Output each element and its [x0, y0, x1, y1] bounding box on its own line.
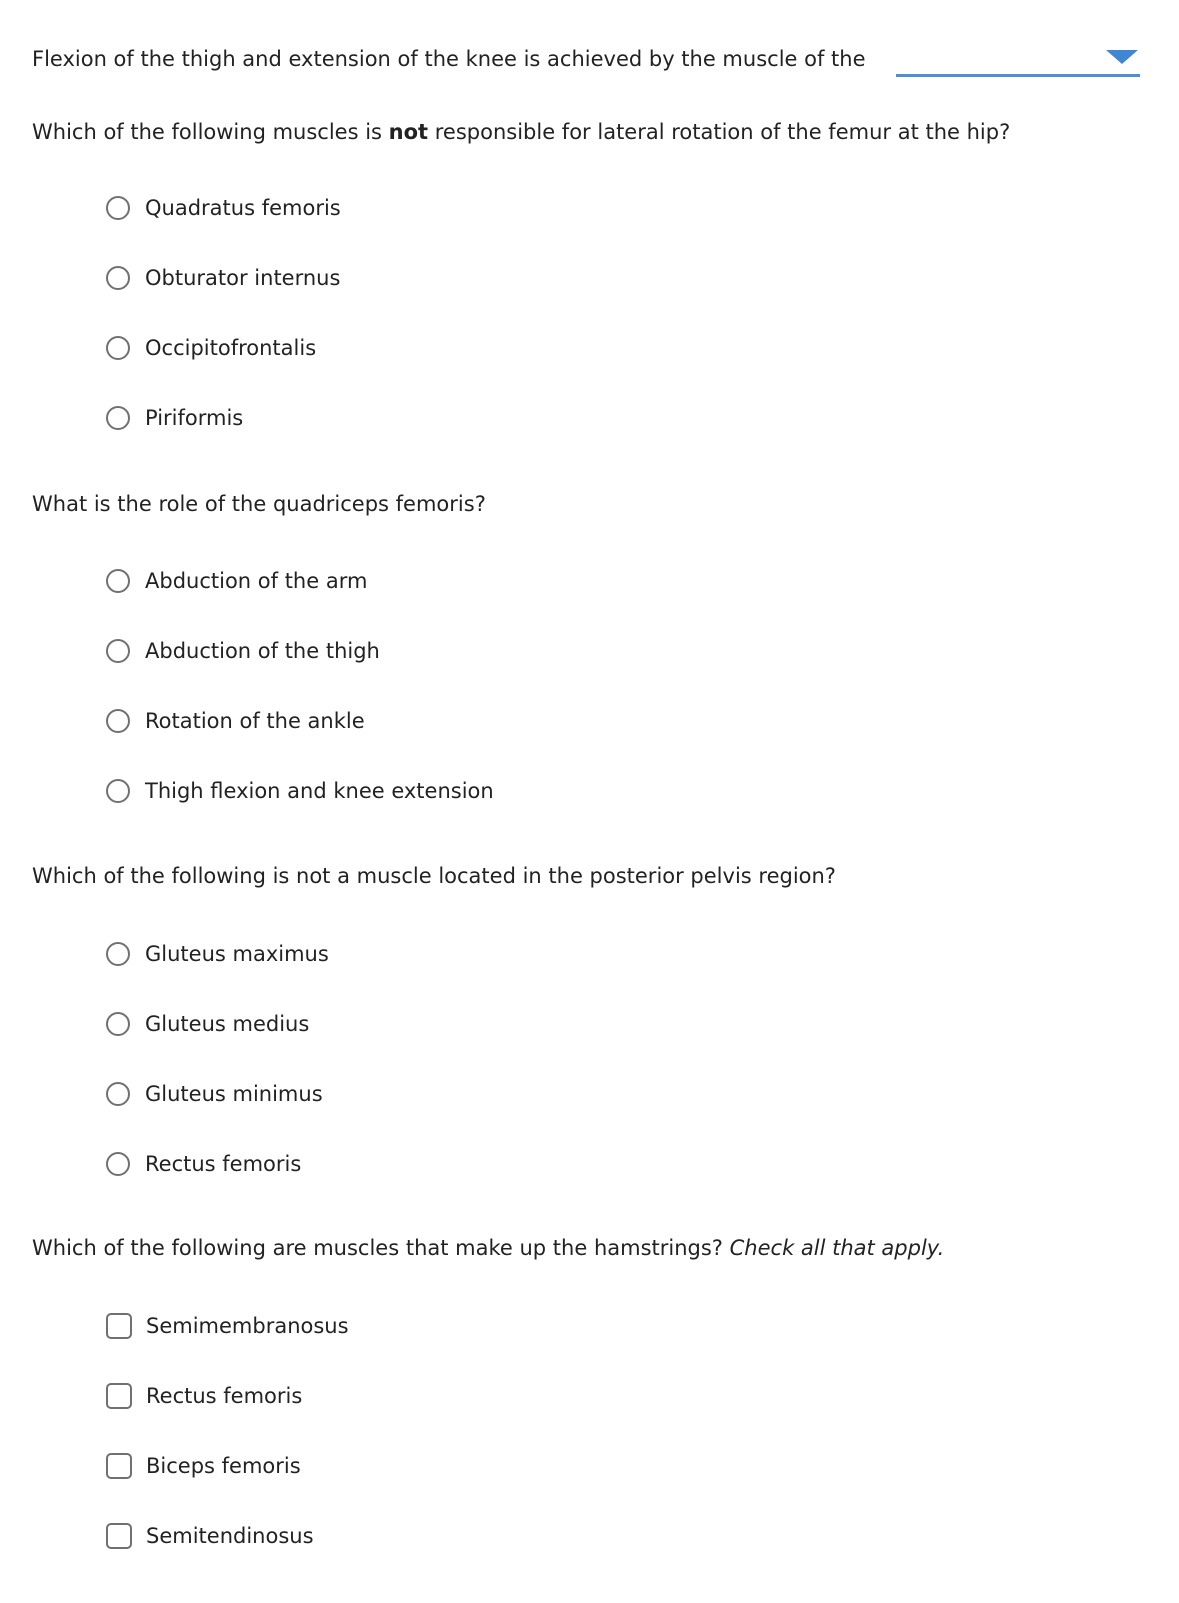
- q3-option-abduction-arm[interactable]: [106, 566, 367, 596]
- question-2-text: [32, 118, 1010, 146]
- question-2-text-after: responsible for lateral rotation of the femur at the hip?: [428, 120, 1011, 144]
- radio-button[interactable]: [106, 406, 130, 430]
- option-label: Obturator internus: [145, 266, 341, 290]
- q2-option-quadratus-femoris[interactable]: [106, 193, 341, 223]
- radio-button[interactable]: [106, 196, 130, 220]
- radio-button[interactable]: [106, 569, 130, 593]
- checkbox[interactable]: [106, 1383, 132, 1409]
- chevron-down-icon[interactable]: [1106, 50, 1138, 64]
- option-label: Piriformis: [145, 406, 244, 430]
- q5-option-semimembranosus[interactable]: [106, 1311, 349, 1341]
- option-label: Quadratus femoris: [145, 196, 341, 220]
- option-label: Rectus femoris: [145, 1152, 302, 1176]
- option-label: Occipitofrontalis: [145, 336, 317, 360]
- option-label: Gluteus medius: [145, 1012, 310, 1036]
- question-5-instruction: Check all that apply.: [729, 1236, 945, 1260]
- question-2-emphasis: not: [388, 120, 429, 144]
- muscle-group-dropdown[interactable]: [896, 44, 1140, 77]
- option-label: Biceps femoris: [146, 1454, 301, 1478]
- radio-button[interactable]: [106, 779, 130, 803]
- q4-option-gluteus-medius[interactable]: [106, 1009, 309, 1039]
- option-label: Rectus femoris: [146, 1384, 303, 1408]
- q4-option-gluteus-minimus[interactable]: [106, 1079, 323, 1109]
- option-label: Rotation of the ankle: [145, 709, 365, 733]
- question-2-text-before: Which of the following muscles is: [32, 120, 389, 144]
- q3-option-rotation-ankle[interactable]: [106, 706, 365, 736]
- checkbox[interactable]: [106, 1453, 132, 1479]
- option-label: Semitendinosus: [146, 1524, 314, 1548]
- option-label: Gluteus maximus: [145, 942, 329, 966]
- q5-option-rectus-femoris[interactable]: [106, 1381, 302, 1411]
- option-label: Thigh flexion and knee extension: [145, 779, 494, 803]
- question-4-text: Which of the following is not a muscle located in the posterior pelvis region?: [32, 864, 836, 888]
- q3-option-abduction-thigh[interactable]: [106, 636, 380, 666]
- radio-button[interactable]: [106, 942, 130, 966]
- question-1-text: Flexion of the thigh and extension of the knee is achieved by the muscle of the: [32, 47, 866, 71]
- q4-option-gluteus-maximus[interactable]: [106, 939, 329, 969]
- option-label: Gluteus minimus: [145, 1082, 323, 1106]
- radio-button[interactable]: [106, 709, 130, 733]
- radio-button[interactable]: [106, 336, 130, 360]
- q5-option-semitendinosus[interactable]: [106, 1521, 314, 1551]
- question-5-text: [32, 1234, 944, 1262]
- radio-button[interactable]: [106, 639, 130, 663]
- question-5-prompt: Which of the following are muscles that make up the hamstrings?: [32, 1236, 730, 1260]
- radio-button[interactable]: [106, 1082, 130, 1106]
- checkbox[interactable]: [106, 1523, 132, 1549]
- q5-option-biceps-femoris[interactable]: [106, 1451, 301, 1481]
- q2-option-obturator-internus[interactable]: [106, 263, 340, 293]
- radio-button[interactable]: [106, 266, 130, 290]
- question-3-text: What is the role of the quadriceps femoris?: [32, 492, 486, 516]
- q2-option-occipitofrontalis[interactable]: [106, 333, 316, 363]
- radio-button[interactable]: [106, 1152, 130, 1176]
- radio-button[interactable]: [106, 1012, 130, 1036]
- checkbox[interactable]: [106, 1313, 132, 1339]
- q3-option-thigh-flexion-knee-extension[interactable]: [106, 776, 494, 806]
- q4-option-rectus-femoris[interactable]: [106, 1149, 301, 1179]
- option-label: Semimembranosus: [146, 1314, 349, 1338]
- option-label: Abduction of the thigh: [145, 639, 380, 663]
- q2-option-piriformis[interactable]: [106, 403, 243, 433]
- option-label: Abduction of the arm: [145, 569, 368, 593]
